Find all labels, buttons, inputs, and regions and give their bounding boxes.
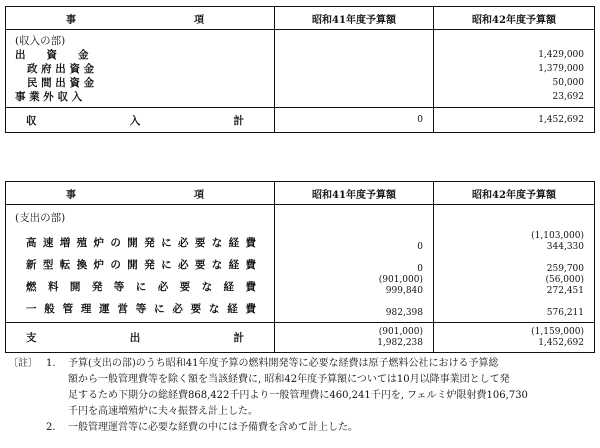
income-total-label [6, 108, 275, 133]
header-fy41: 昭和41年度予算額 [275, 182, 434, 205]
value-cell: 999,840 [385, 286, 423, 296]
header-item [6, 182, 275, 205]
value-cell: 344,330 [546, 242, 584, 252]
value-cell: 50,000 [552, 78, 584, 88]
expense-total-fy41 [275, 323, 434, 353]
value-cell-paren: (901,000) [378, 275, 423, 285]
header-fy41: 昭和41年度予算額 [275, 7, 434, 30]
header-item [6, 7, 275, 30]
value-cell [275, 48, 433, 62]
value-cell: 259,700 [546, 264, 584, 274]
value-cell: 0 [417, 242, 423, 252]
total-char: 収 [26, 114, 37, 127]
total-char: 入 [129, 114, 141, 127]
income-fy41-values [275, 30, 434, 108]
value-cell [275, 76, 433, 90]
value-cell: 1,452,692 [538, 337, 584, 348]
note-line: 足するため下期分の総経費868,422千円より一般管理費に460,241千円を, フェルミ炉限射費106,730 [68, 390, 528, 401]
value-cell: 0 [417, 264, 423, 274]
header-item-char: 項 [194, 14, 204, 26]
expense-total-fy42 [434, 323, 595, 353]
note-line: 予算(支出の部)のうち昭和41年度予算の燃料開発等に必要な経費は原子燃料公社における予算総 [68, 358, 499, 369]
expense-row-label: 燃料開発等に必要な経費 [26, 281, 256, 293]
income-row-label: 出 資 金 [15, 49, 89, 61]
value-cell-paren: (901,000) [378, 326, 423, 337]
value-cell: 1,379,000 [538, 64, 584, 74]
header-fy42: 昭和42年度予算額 [434, 7, 595, 30]
value-cell [275, 90, 433, 104]
expense-total-label [6, 323, 275, 353]
value-cell-paren [434, 297, 594, 308]
expense-fy42-cell [434, 297, 594, 319]
expense-fy41-cell [275, 297, 433, 319]
value-cell: 1,452,692 [538, 115, 584, 125]
expense-labels [6, 205, 275, 323]
total-char: 出 [129, 332, 141, 344]
income-fy42-values [434, 30, 595, 108]
footnotes [8, 356, 596, 436]
value-cell: 23,692 [552, 92, 584, 102]
income-total-fy42 [434, 108, 595, 133]
note-marker: 〔註〕 [8, 358, 38, 369]
value-cell: 576,211 [546, 308, 584, 318]
total-char: 計 [233, 114, 244, 127]
expense-fy41-cell [275, 231, 433, 253]
header-item-char: 事 [66, 189, 76, 201]
income-budget-table [5, 6, 595, 133]
expense-row-label: 高速増殖炉の開発に必要な経費 [26, 237, 256, 249]
header-fy42: 昭和42年度予算額 [434, 182, 595, 205]
value-cell: 1,429,000 [538, 50, 584, 60]
income-row-label: 政 府 出 資 金 [27, 63, 95, 75]
expense-budget-table [5, 181, 595, 353]
value-cell-paren [275, 297, 433, 308]
note-number: 1. [46, 358, 56, 369]
value-cell: 1,982,238 [377, 337, 423, 348]
value-cell-paren: (1,103,000) [531, 231, 584, 241]
value-cell: 0 [417, 115, 423, 125]
section-label: (支出の部) [15, 212, 66, 224]
value-cell-paren [434, 253, 594, 264]
expense-fy42-cell [434, 231, 594, 253]
income-total-fy41 [275, 108, 434, 133]
expense-fy42-values [434, 205, 595, 323]
note-line: 一般管理運営等に必要な経費の中には予備費を含めて計上した。 [68, 422, 358, 433]
header-item-char: 事 [66, 14, 76, 26]
expense-fy41-cell [275, 253, 433, 275]
expense-fy42-cell [434, 253, 594, 275]
note-number: 2. [46, 422, 56, 433]
section-label: (収入の部) [15, 35, 66, 47]
expense-row-label: 新型転換炉の開発に必要な経費 [26, 259, 256, 271]
value-cell: 982,398 [385, 308, 423, 318]
value-cell-paren: (56,000) [545, 275, 584, 285]
expense-fy41-cell [275, 275, 433, 297]
value-cell-paren [275, 231, 433, 242]
value-cell-paren [275, 253, 433, 264]
income-row-label: 民 間 出 資 金 [27, 77, 95, 89]
value-cell-paren: (1,159,000) [531, 326, 584, 337]
note-line: 千円を高速増殖炉に夫々振替え計上した。 [68, 406, 258, 417]
total-char: 支 [26, 332, 37, 344]
total-char: 計 [233, 332, 244, 344]
header-item-char: 項 [194, 189, 204, 201]
note-line: 額から一般管理費等を除く額を当該経費に, 昭和42年度予算額については10月以降事業団として発 [68, 374, 510, 385]
income-row-label: 事 業 外 収 入 [15, 91, 83, 103]
expense-fy41-values [275, 205, 434, 323]
value-cell [275, 62, 433, 76]
expense-row-label: 一般管理運営等に必要な経費 [26, 303, 256, 315]
expense-fy42-cell [434, 275, 594, 297]
value-cell: 272,451 [546, 286, 584, 296]
income-labels [6, 30, 275, 108]
